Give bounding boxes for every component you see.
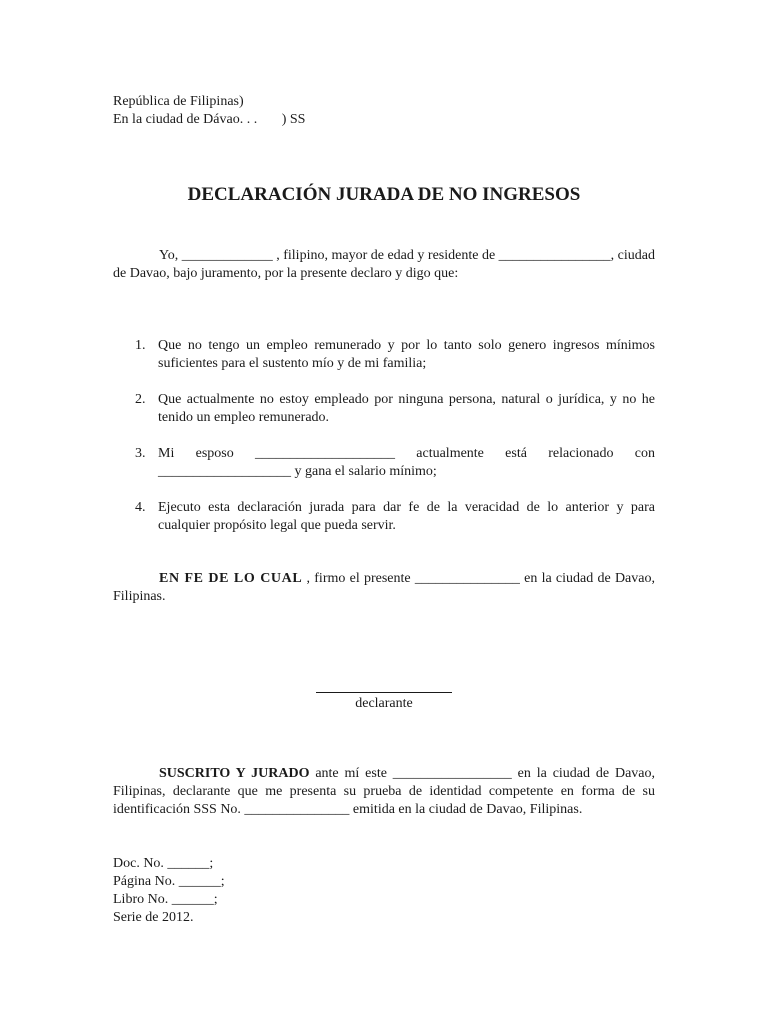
witness-text: , firmo el presente _______________ en la ciudad de Davao, Filipinas. — [113, 571, 655, 604]
declaration-list — [113, 337, 655, 553]
list-item-text: Que actualmente no estoy empleado por ninguna persona, natural o jurídica, y no he tenido un empleo remunerado. — [158, 392, 655, 425]
list-item — [113, 445, 655, 481]
list-item-number: 3. — [135, 446, 146, 461]
book-number: Libro No. ______; — [113, 892, 218, 907]
signature-block — [316, 676, 452, 713]
venue-block — [113, 93, 305, 129]
notarial-block — [113, 855, 225, 927]
list-item-text: Que no tengo un empleo remunerado y por lo tanto solo genero ingresos mínimos suficientes para el sustento mío y de mi familia; — [158, 338, 655, 371]
signature-line — [316, 676, 452, 693]
doc-number: Doc. No. ______; — [113, 856, 214, 871]
witness-lead: EN FE DE LO CUAL — [159, 571, 303, 586]
sworn-paragraph — [113, 765, 655, 819]
list-item-text: Ejecuto esta declaración jurada para dar fe de la veracidad de lo anterior y para cualquier propósito legal que pueda servir. — [158, 500, 655, 533]
venue-city: En la ciudad de Dávao. . . ) SS — [113, 112, 306, 127]
signature-label: declarante — [355, 696, 413, 711]
list-item — [113, 391, 655, 427]
page-number: Página No. ______; — [113, 874, 225, 889]
witness-paragraph — [113, 570, 655, 606]
intro-paragraph: Yo, _____________ , filipino, mayor de edad y residente de ________________, ciudad de Davao, bajo juramento, por la presente declaro y digo que: — [113, 248, 655, 281]
sworn-lead: SUSCRITO Y JURADO — [159, 766, 310, 781]
venue-country: República de Filipinas) — [113, 94, 244, 109]
sworn-text: ante mí este _________________ en la ciudad de Davao, Filipinas, declarante que me presenta su prueba de identidad competente en forma de su identificación SSS No. _______________ emitida en la ciudad de Davao, Filipinas. — [113, 766, 656, 817]
list-item-number: 4. — [135, 500, 146, 515]
document-title: DECLARACIÓN JURADA DE NO INGRESOS — [187, 184, 581, 205]
list-item-number: 1. — [135, 338, 146, 353]
list-item-number: 2. — [135, 392, 146, 407]
list-item — [113, 499, 655, 535]
list-item — [113, 337, 655, 373]
series-year: Serie de 2012. — [113, 910, 194, 925]
list-item-text: Mi esposo ____________________ actualmente está relacionado con ___________________ y gana el salario mínimo; — [158, 446, 655, 479]
